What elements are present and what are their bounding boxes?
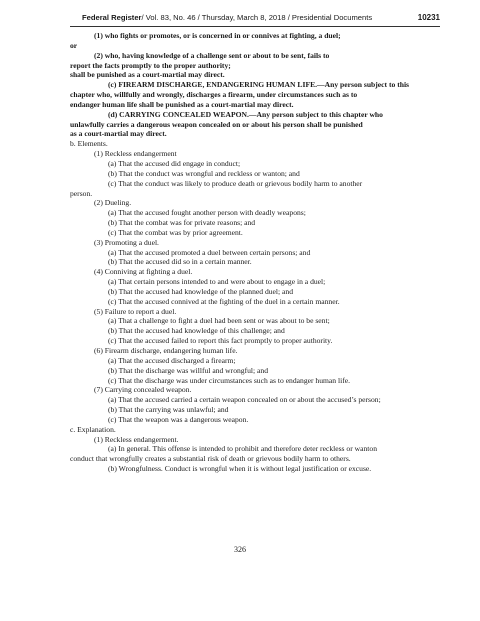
text-line: conduct that wrongfully creates a substantial risk of death or grievous bodily harm to others. — [70, 454, 351, 464]
text-line: endanger human life shall be punished as a court-martial may direct. — [70, 99, 294, 109]
text-line: (b) That the accused had knowledge of this challenge; and — [108, 326, 285, 336]
text-line: (b) That the discharge was willful and wrongful; and — [108, 365, 268, 375]
text-line: (a) That the accused did engage in conduct; — [108, 158, 241, 168]
folio-page-number: 326 — [234, 545, 246, 554]
text-line: (c) That the conduct was likely to produce death or grievous bodily harm to another — [108, 178, 363, 188]
text-line: (1) Reckless endangerment. — [94, 434, 179, 444]
text-line: (a) That the accused carried a certain weapon concealed on or about the accused’s person; — [108, 395, 381, 405]
text-line: or — [70, 40, 78, 50]
text-line: person. — [70, 188, 93, 198]
text-line: (b) That the combat was for private reasons; and — [108, 218, 256, 228]
text-line: shall be punished as a court-martial may direct. — [70, 70, 225, 80]
text-line: c. Explanation. — [70, 424, 116, 434]
text-line: (a) That certain persons intended to and were about to engage in a duel; — [108, 277, 326, 287]
header-citation — [82, 12, 372, 24]
text-line: (4) Conniving at fighting a duel. — [94, 267, 193, 277]
text-line: (2) Dueling. — [94, 198, 132, 208]
text-line: report the facts promptly to the proper authority; — [70, 60, 231, 70]
text-line: (a) In general. This offense is intended to prohibit and therefore deter reckless or wanton — [108, 444, 377, 454]
text-line: (c) That the accused connived at the fighting of the duel in a certain manner. — [108, 296, 340, 306]
text-line: b. Elements. — [70, 139, 108, 149]
text-line: (b) That the carrying was unlawful; and — [108, 405, 229, 415]
text-line: (c) That the weapon was a dangerous weapon. — [108, 414, 249, 424]
text-line: (2) who, having knowledge of a challenge sent or about to be sent, fails to — [94, 50, 330, 60]
text-line: (d) CARRYING CONCEALED WEAPON.—Any person subject to this chapter who — [108, 109, 383, 119]
text-line: (7) Carrying concealed weapon. — [94, 385, 192, 395]
text-line: (b) Wrongfulness. Conduct is wrongful when it is without legal justification or excuse. — [108, 464, 372, 474]
text-line: (a) That a challenge to fight a duel had been sent or was about to be sent; — [108, 316, 330, 326]
text-line: (c) That the accused failed to report this fact promptly to proper authority. — [108, 336, 333, 346]
text-line: as a court-martial may direct. — [70, 129, 167, 139]
document-body — [70, 31, 440, 474]
text-line: (a) That the accused promoted a duel between certain persons; and — [108, 247, 311, 257]
running-header — [70, 12, 440, 27]
text-line: (c) That the combat was by prior agreement. — [108, 227, 243, 237]
text-line: (b) That the conduct was wrongful and reckless or wanton; and — [108, 168, 300, 178]
journal-name: Federal Register — [82, 13, 142, 22]
text-line: (a) That the accused discharged a firearm; — [108, 355, 236, 365]
text-line: chapter who, willfully and wrongly, discharges a firearm, under circumstances such as to — [70, 90, 358, 100]
text-line: (b) That the accused had knowledge of the planned duel; and — [108, 286, 293, 296]
issue-info: / Vol. 83, No. 46 / Thursday, March 8, 2018 / Presidential Documents — [141, 13, 373, 22]
text-line: (3) Promoting a duel. — [94, 237, 159, 247]
text-line: (c) FIREARM DISCHARGE, ENDANGERING HUMAN LIFE.—Any person subject to this — [108, 80, 410, 90]
text-line: (5) Failure to report a duel. — [94, 306, 177, 316]
text-line: (a) That the accused fought another person with deadly weapons; — [108, 208, 306, 218]
text-line: (b) That the accused did so in a certain manner. — [108, 257, 252, 267]
header-page-number: 10231 — [417, 13, 440, 22]
text-line: unlawfully carries a dangerous weapon concealed on or about his person shall be punished — [70, 119, 363, 129]
text-line: (c) That the discharge was under circumstances such as to endanger human life. — [108, 375, 350, 385]
text-line: (1) Reckless endangerment — [94, 149, 177, 159]
text-line: (6) Firearm discharge, endangering human life. — [94, 346, 238, 355]
text-line: (1) who fights or promotes, or is concerned in or connives at fighting, a duel; — [94, 31, 341, 40]
